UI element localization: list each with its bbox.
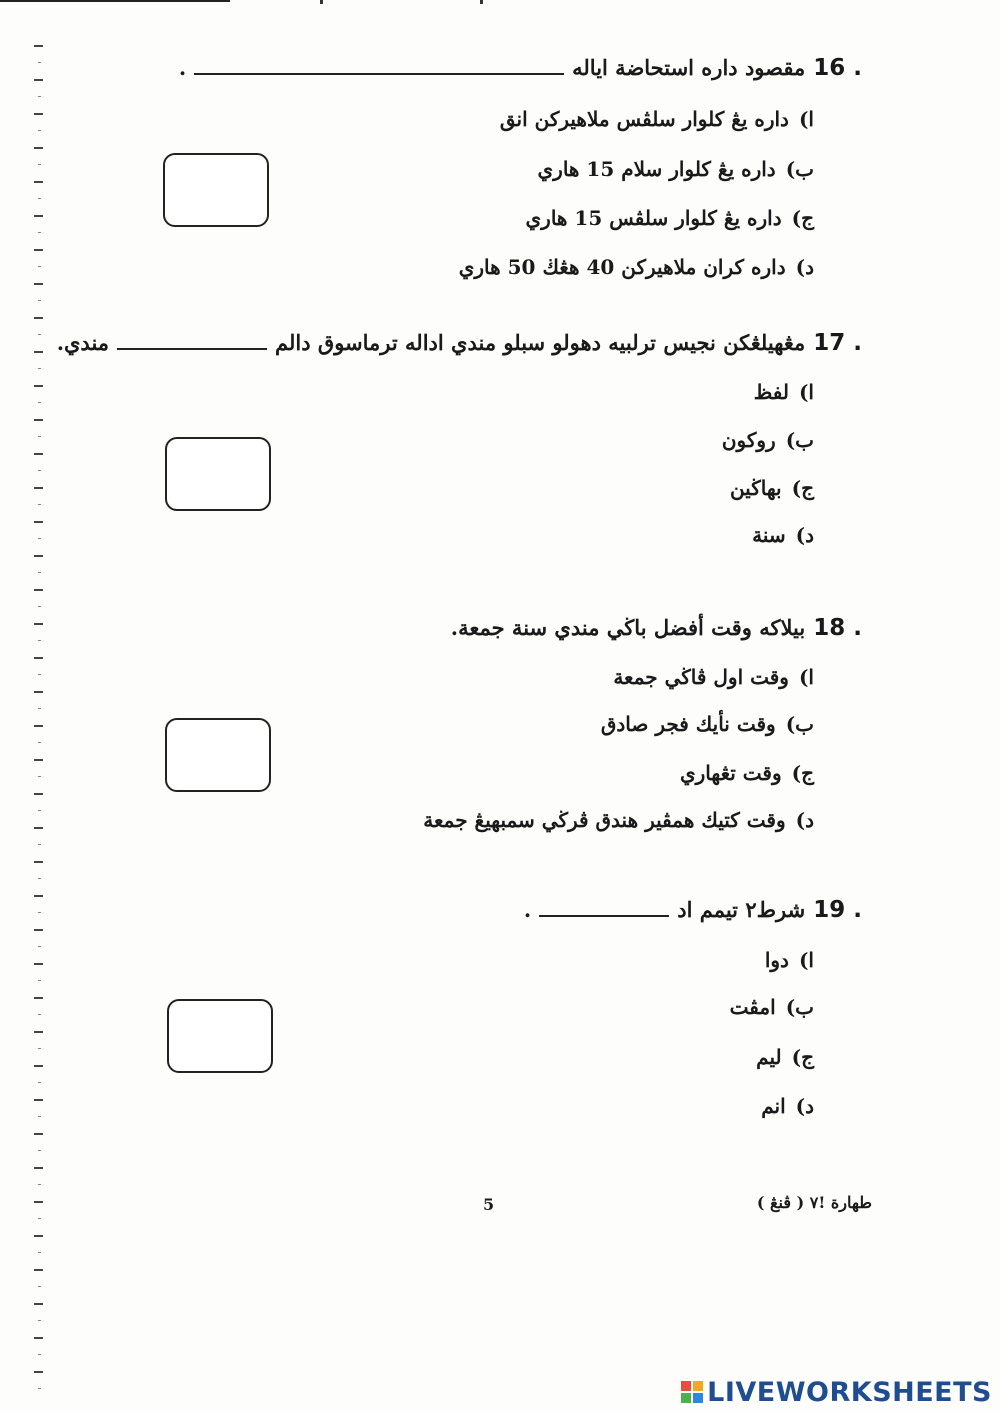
margin-dot [38,1048,41,1049]
margin-dot [38,1116,41,1117]
question-text: مقصود داره استحاضة اياله [572,55,806,80]
question-17-line [57,330,862,356]
margin-dash [34,657,43,659]
footer-title: طهارة !٧ ( ڤنڠ ) [756,1193,872,1212]
margin-dot [38,1082,41,1083]
question-text: مڠهيلڠكن نجيس ترلبيه دهولو سبلو مندي اداله ترماسوق دالم [275,330,806,355]
margin-dash [34,1065,43,1067]
answer-blank-line [539,914,669,917]
margin-dot [38,504,41,505]
margin-dot [38,1218,41,1219]
question-number: 19 . [813,897,862,923]
margin-dot [38,470,41,471]
option-text: امڤت [729,995,776,1019]
option-text: سنة [752,523,786,547]
margin-dot [38,368,41,369]
question-number: 17 . [813,330,862,356]
margin-dot [38,232,41,233]
margin-dot [38,402,41,403]
margin-dot [38,878,41,879]
margin-dash [34,861,43,863]
margin-dot [38,810,41,811]
margin-dot [38,164,41,165]
page-number: 5 [483,1195,495,1214]
option-text: ليم [756,1045,782,1069]
option-label: ج) [791,206,814,230]
question-number: 16 . [813,55,862,81]
margin-dash [34,1337,43,1339]
option-label: ا) [798,107,814,131]
margin-dot [38,912,41,913]
question-18-line [451,615,862,641]
margin-dash [34,895,43,897]
margin-dash [34,283,43,285]
margin-dot [38,980,41,981]
margin-dot [38,1354,41,1355]
margin-dot [38,266,41,267]
question-16-line [179,55,862,81]
answer-input-box[interactable] [167,999,273,1073]
option-d [752,523,814,547]
option-c [756,1045,814,1069]
margin-dot [38,130,41,131]
question-text: شرط٢ تيمم اد [677,897,806,922]
option-a [500,107,814,131]
option-label: د) [795,808,814,832]
margin-dot [38,1150,41,1151]
logo-square [681,1393,691,1403]
margin-dash [34,521,43,523]
margin-dash [34,963,43,965]
margin-dot [38,606,41,607]
option-b [601,712,814,736]
margin-dot [38,1320,41,1321]
option-text: وقت كتيك همڤير هندق ڤرڬي سمبهيڠ جمعة [423,808,786,832]
margin-dash [34,351,43,353]
margin-dash [34,555,43,557]
margin-dash [34,453,43,455]
option-b [730,995,814,1019]
option-text: وقت نأيك فجر صادق [600,712,776,736]
margin-dash [34,419,43,421]
margin-dot [38,1184,41,1185]
margin-dash [34,215,43,217]
top-scan-mark [320,0,323,4]
margin-dot [38,844,41,845]
option-text: دوا [764,948,789,972]
option-text: داره يڠ كلوار سلڤس 15 هاري [525,206,782,230]
answer-input-box[interactable] [165,718,271,792]
option-text: انم [761,1094,786,1118]
liveworksheets-watermark [681,1377,992,1407]
margin-dot [38,776,41,777]
option-label: ج) [791,761,814,785]
margin-dot [38,708,41,709]
margin-dot [38,96,41,97]
margin-dot [38,1014,41,1015]
option-c [730,476,814,500]
margin-dot [38,538,41,539]
margin-dot [38,640,41,641]
margin-dash [34,997,43,999]
margin-dash [34,249,43,251]
option-text: لفظ [753,380,789,404]
margin-dash [34,1303,43,1305]
option-label: ب) [785,157,814,181]
margin-dash [34,827,43,829]
option-label: ب) [785,995,814,1019]
option-label: د) [795,523,814,547]
margin-dash [34,1167,43,1169]
margin-dash [34,1099,43,1101]
option-label: ج) [791,476,814,500]
answer-blank-line [117,347,267,350]
margin-dot [38,198,41,199]
top-scan-line [0,0,230,2]
option-d [423,808,814,832]
option-c [680,761,814,785]
end-text: مندي. [56,330,110,355]
margin-dot [38,742,41,743]
option-text: داره كران ملاهيركن 40 هڠڬ 50 هاري [458,255,786,279]
margin-dot [38,674,41,675]
margin-dash [34,589,43,591]
option-label: ج) [791,1045,814,1069]
margin-dash [34,1201,43,1203]
margin-dash [34,181,43,183]
margin-dash [34,1269,43,1271]
logo-square [681,1381,691,1391]
margin-dot [38,62,41,63]
margin-dot [38,1388,41,1389]
option-text: داره يڠ كلوار سلام 15 هاري [537,157,776,181]
margin-dot [38,300,41,301]
end-mark: . [523,897,532,922]
margin-dash [34,385,43,387]
margin-dot [38,334,41,335]
margin-dash [34,929,43,931]
option-d [761,1094,814,1118]
option-b [722,428,814,452]
margin-dash [34,793,43,795]
option-text: وقت اول ڤاڬي جمعة [613,665,789,689]
margin-dash [34,487,43,489]
option-label: ا) [798,948,814,972]
logo-square [693,1381,703,1391]
margin-dot [38,436,41,437]
liveworksheets-logo-icon [681,1381,703,1403]
margin-dash [34,317,43,319]
watermark-text: LIVEWORKSHEETS [707,1376,992,1408]
margin-dash [34,725,43,727]
margin-dash [34,623,43,625]
option-a [765,948,814,972]
top-scan-mark [480,0,483,4]
option-label: ا) [798,665,814,689]
question-19-line [524,897,862,923]
option-a [613,665,814,689]
margin-dash [34,45,43,47]
margin-dash [34,79,43,81]
margin-dash [34,1235,43,1237]
option-text: داره يڠ كلوار سلڤس ملاهيركن انق [499,107,789,131]
option-label: د) [795,1094,814,1118]
margin-dash [34,1371,43,1373]
question-number: 18 . [813,615,862,641]
answer-blank-line [194,72,564,75]
answer-input-box[interactable] [163,153,269,227]
option-text: روكون [721,428,776,452]
option-a [754,380,814,404]
margin-dot [38,572,41,573]
option-text: وقت تڠهاري [679,761,782,785]
logo-square [693,1393,703,1403]
option-label: د) [795,255,814,279]
margin-dot [38,1252,41,1253]
margin-dash [34,1031,43,1033]
margin-dot [38,946,41,947]
option-b [538,157,815,181]
question-text: بيلاكه وقت أفضل باڬي مندي سنة جمعة. [450,615,806,640]
option-text: بهاڬين [729,476,782,500]
option-label: ب) [785,428,814,452]
option-c [526,206,815,230]
margin-dash [34,691,43,693]
option-label: ب) [785,712,814,736]
margin-dash [34,113,43,115]
end-mark: . [178,55,187,80]
margin-dash [34,759,43,761]
margin-dash [34,147,43,149]
margin-dash [34,1133,43,1135]
option-label: ا) [798,380,814,404]
margin-dot [38,1286,41,1287]
answer-input-box[interactable] [165,437,271,511]
option-d [459,255,814,279]
